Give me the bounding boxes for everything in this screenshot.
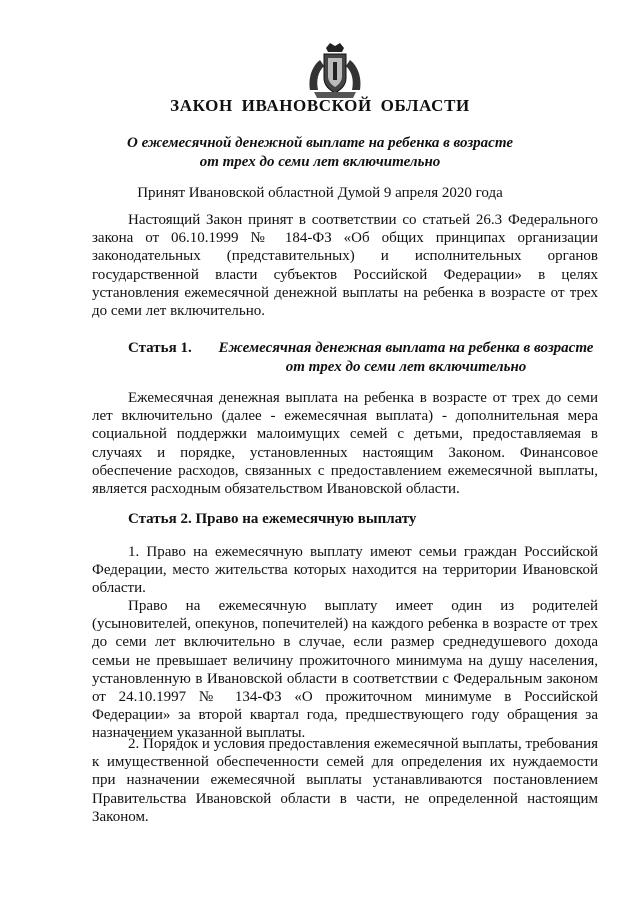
article-2-paragraph-1: 1. Право на ежемесячную выплату имеют семьи граждан Российской Федерации, место жительства которых находится на территории Ивановской области. [92, 544, 598, 597]
article-1-heading [128, 339, 598, 377]
article-title: Ежемесячная денежная выплата на ребенка в возрасте от трех до семи лет включительно [218, 340, 594, 375]
article-title: Право на ежемесячную выплату [195, 511, 417, 527]
article-2-paragraph-2: Право на ежемесячную выплату имеет один из родителей (усыновителей, опекунов, попечителей) на каждого ребенка в возрасте от трех до семи лет включительно в случае, если размер среднедушевого дохода семьи не превышает величину прожиточного минимума на душу населения, установленную в Ивановской области в соответствии с Федеральным законом от 24.10.1997 № 134-ФЗ «О прожиточном минимуме в Российской Федерации» за второй квартал года, предшествующего году обращения за назначением указанной выплаты. [92, 598, 598, 742]
adoption-line: Принят Ивановской областной Думой 9 апреля 2020 года [137, 185, 503, 201]
law-subtitle-line: О ежемесячной денежной выплате на ребенка в возрасте [127, 135, 513, 151]
article-number: Статья 2. [128, 511, 192, 527]
article-1-paragraph: Ежемесячная денежная выплата на ребенка в возрасте от трех до семи лет включительно (далее - ежемесячная выплата) - дополнительная мера социальной поддержки малоимущих семей с детьми, предоставляемая в случаях и порядке, установленных настоящим Законом. Финансовое обеспечение расходов, связанных с предоставлением ежемесячной выплаты, является расходным обязательством Ивановской области. [92, 390, 598, 498]
coat-of-arms-emblem [304, 40, 366, 102]
article-number: Статья 1. [128, 340, 192, 356]
article-2-heading [128, 510, 598, 529]
preamble-paragraph: Настоящий Закон принят в соответствии со статьей 26.3 Федерального закона от 06.10.1999 № 184-ФЗ «Об общих принципах организации законодательных (представительных) и исполнительных органов государственной власти субъектов Российской Федерации» в целях установления ежемесячной денежной выплаты на ребенка в возрасте от трех до семи лет включительно. [92, 212, 598, 320]
law-title: ЗАКОН ИВАНОВСКОЙ ОБЛАСТИ [170, 96, 470, 115]
law-subtitle [60, 134, 580, 172]
law-subtitle-line: от трех до семи лет включительно [199, 154, 441, 170]
article-2-paragraph-3: 2. Порядок и условия предоставления ежемесячной выплаты, требования к имущественной обеспеченности семей для определения их нуждаемости при назначении ежемесячной выплаты устанавливаются постановлением Правительства Ивановской области в части, не определенной настоящим Законом. [92, 736, 598, 825]
